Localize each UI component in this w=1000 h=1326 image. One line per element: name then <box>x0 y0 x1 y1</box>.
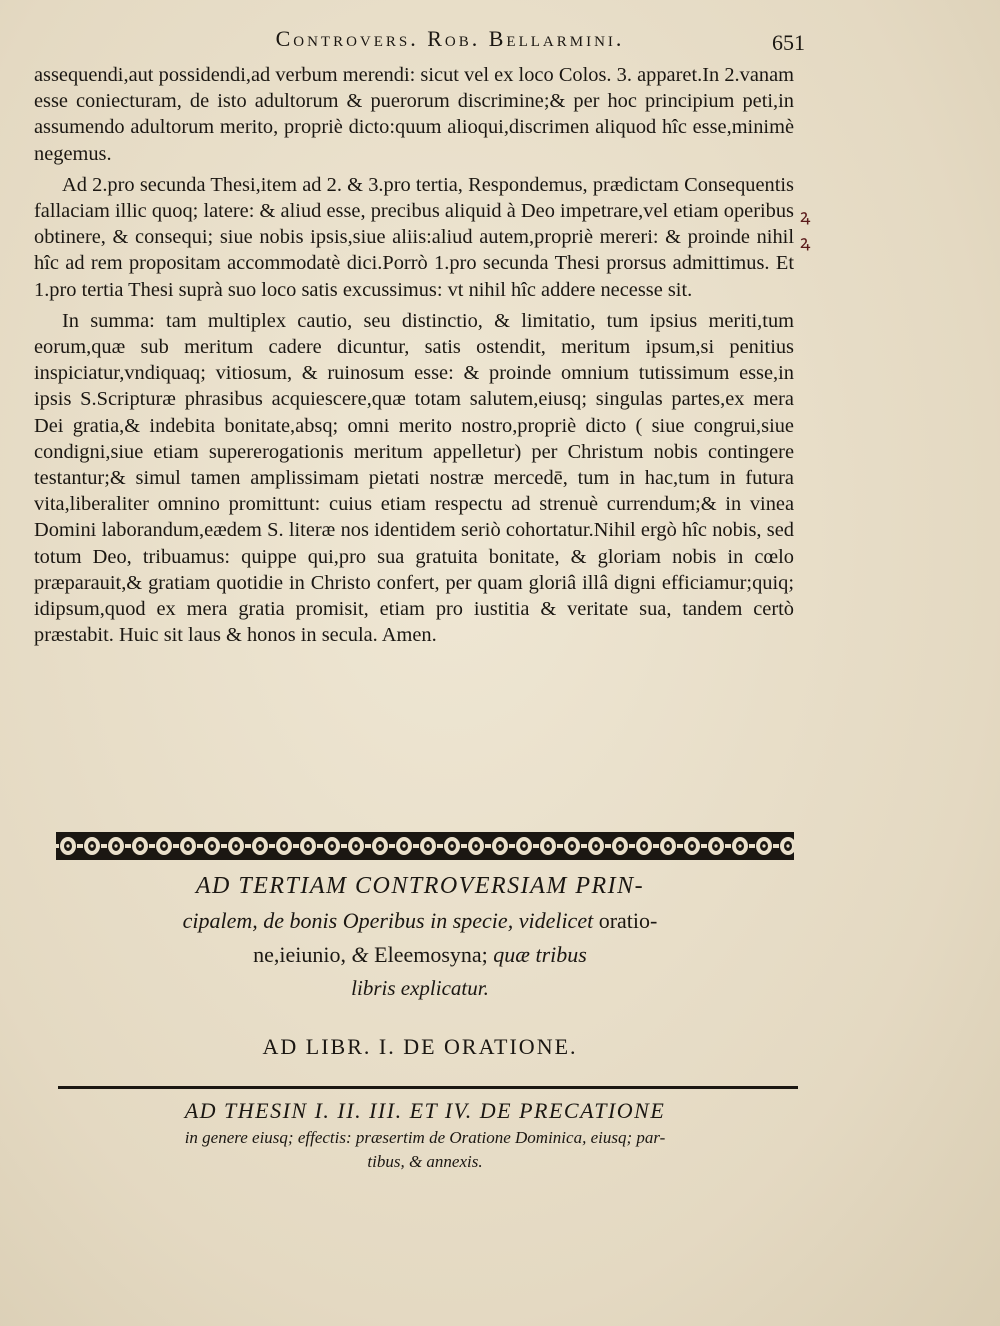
paragraph-2: Ad 2.pro secunda Thesi,item ad 2. & 3.pro tertia, Respondemus, prædictam Consequentis fallaciam illic quoq; latere: & aliud esse, precibus aliquid à Deo impetrare,vel etiam operibus obtinere, & consequi; siue nobis ipsis,siue aliis:aliud autem,propriè mereri: & proinde nihil hîc ad rem propositam accommodatè dici.Porrò 1.pro secunda Thesi prorsus admittimus. Et 1.pro tertia Thesi suprà suo loco satis excussimus: vt nihil hîc addere necesse sit. <box>34 173 794 301</box>
page-number: 651 <box>772 30 805 55</box>
heading-line-1: AD TERTIAM CONTROVERSIAM PRIN- <box>195 873 645 899</box>
heading-line-2-italic: cipalem, de bonis Operibus in specie, videlicet <box>182 908 594 933</box>
thesis-line-2: in genere eiusq; effectis: præsertim de Oratione Dominica, eiusq; par- <box>184 1128 666 1147</box>
heading-line-3-roman: ne,ieiunio, <box>253 942 347 967</box>
heading-line-3-ampersand: & <box>351 942 369 967</box>
paragraph-3: In summa: tam multiplex cautio, seu distinctio, & limitatio, tum ipsius meriti,tum eorum,quæ sub meritum cadere dicuntur, satis ostendit, meritum ipsum,si penitius inspiciatur,vndiquaq; vitiosum, & ruinosum esse: & proinde omnium tutissimum esse,in ipsis S.Scripturæ phrasibus acquiescere,quæ totam salutem,eiusq; singulas partes,ex mera Dei gratia,& indebita bonitate,absq; omni merito nostro,propriè dicto ( siue congrui,siue condigni,siue etiam supererogationis meritum appelletur) per Christum nobis contingere testantur;& simul tamen amplissimam pietati nostræ mercedē, tum in hac,tum in futura vita,liberaliter omnino promittunt: cuius etiam respectu ad strenuè currendum;& in vinea Domini laborandum,eædem S. literæ nos identidem seriò cohortatur.Nihil ergò hîc nobis, sed totum Deo, tribuamus: quippe qui,pro sua gratuita bonitate, & gloriam nobis in cœlo præparauit,& gratiam quotidie in Christo confert, per quam gloriâ illâ digni efficiamur;quiq; idipsum,quod ex mera gratia promisit, etiam pro iustitia & veritate sua, tandem certò præstabit. Huic sit laus & honos in secula. Amen. <box>34 309 794 647</box>
thesis-line-3: tibus, & annexis. <box>367 1152 483 1171</box>
running-title: Controvers. Rob. Bellarmini. <box>275 26 625 51</box>
thesis-line-1: AD THESIN I. II. III. ET IV. DE PRECATIONE <box>184 1098 666 1123</box>
heading-line-2 <box>40 904 800 938</box>
chapter-heading <box>40 868 800 1004</box>
book-subheading: AD LIBR. I. DE ORATIONE. <box>262 1034 578 1059</box>
margin-annotation-1: ꝝ <box>800 206 811 226</box>
thesis-heading <box>60 1096 790 1174</box>
heading-line-2-roman: oratio- <box>598 908 658 933</box>
paragraph-1: assequendi,aut possidendi,ad verbum merendi: sicut vel ex loco Colos. 3. apparet.In 2.vanam esse coniecturam, de isto adultorum & puerorum discrimine;& per hoc principium peti,in assumendo adultorum merito, propriè dicto:quum alioqui,discrimen aliquod hîc esse,minimè negemus. <box>34 64 794 165</box>
horizontal-rule <box>58 1086 798 1089</box>
margin-annotation-2: ꝝ <box>800 232 811 252</box>
heading-line-4: libris explicatur. <box>351 976 489 1000</box>
ornamental-border <box>56 832 794 860</box>
body-text <box>34 62 794 648</box>
heading-line-3-roman-2: Eleemosyna; <box>374 942 488 967</box>
heading-line-3-italic: quæ tribus <box>493 942 587 967</box>
heading-line-3 <box>40 938 800 972</box>
